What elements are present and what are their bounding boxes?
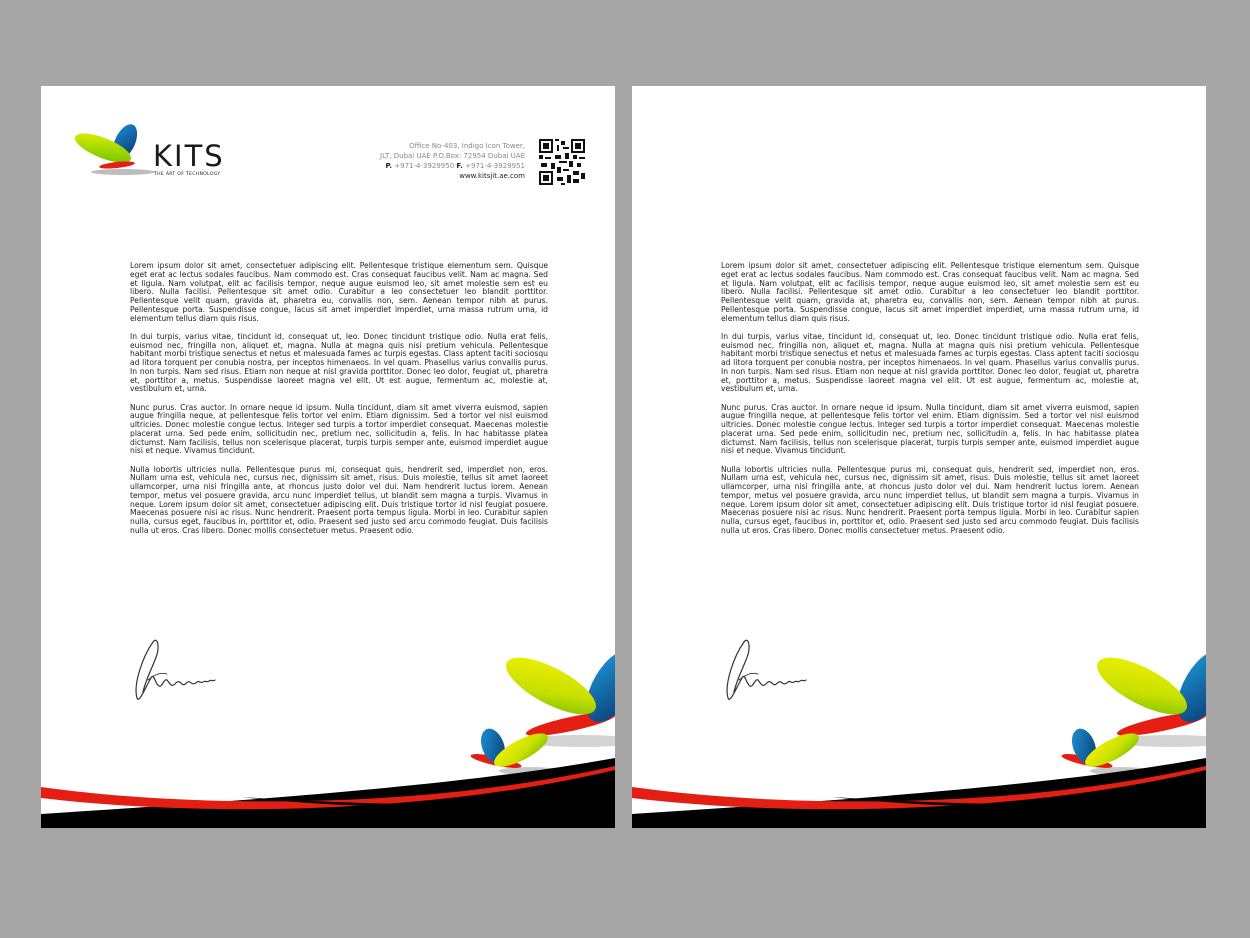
letter-body xyxy=(130,262,548,545)
letter-paragraph: Nulla lobortis ultricies nulla. Pellentesque purus mi, consequat quis, hendrerit sed, imperdiet non, eros. Nullam urna est, vehicula nec, cursus nec, dignissim sit amet, risus. Duis molestie, tellus sit amet laoreet ullamcorper, urna nisi fringilla ante, at rhoncus justo dolor vel dui. Nam hendrerit luctus lorem. Aenean tempor, metus vel posuere gravida, arcu nunc imperdiet tellus, ut blandit sem magna a turpis. Vivamus in neque. Lorem ipsum dolor sit amet, consectetuer adipiscing elit. Duis tristique tortor id nisl feugiat posuere. Maecenas posuere nisi ac risus. Nunc hendrerit. Praesent porta tempus ligula. Morbi in leo. Curabitur sapien nulla, cursus eget, faucibus in, porttitor et, odio. Praesent sed justo sed arcu commodo feugiat. Duis facilisis nulla ut eros. Cras libero. Donec mollis consectetuer metus. Praesent odio. xyxy=(130,464,548,535)
fax-label: F. xyxy=(456,162,463,170)
letterhead-page-1 xyxy=(41,86,615,828)
letter-paragraph: In dui turpis, varius vitae, tincidunt id, consequat ut, leo. Donec tincidunt tristique odio. Nulla erat felis, euismod nec, fringilla non, aliquet et, magna. Nulla at magna quis nisi pretium vehicula. Pellentesque habitant morbi tristique senectus et netus et malesuada fames ac turpis egestas. Class aptent taciti sociosqu ad litora torquent per conubia nostra, per inceptos himenaeos. In vel quam. Phasellus varius convallis purus. In non turpis. Nam sed risus. Etiam non neque at nisl gravida porttitor. Donec leo dolor, feugiat ut, pharetra et, porttitor a, metus. Suspendisse laoreet magna vel elit. Ut est augue, fermentum ac, molestie at, vestibulum et, urna. xyxy=(721,331,1139,394)
contact-numbers xyxy=(380,161,525,171)
letterhead-page-2 xyxy=(632,86,1206,828)
letter-paragraph: Lorem ipsum dolor sit amet, consectetuer adipiscing elit. Pellentesque tristique elementum sem. Quisque eget erat ac lectus sodales faucibus. Nam commodo est. Cras consequat faucibus velit. Nam ac magna. Sed et ligula. Nam volutpat, elit ac facilisis tempor, neque augue euismod leo, sit amet molestie sem est eu libero. Nulla facilisi. Pellentesque sit amet odio. Curabitur a leo consectetuer leo blandit porttitor. Pellentesque velit quam, gravida at, pharetra eu, convallis non, sem. Aenean tempor nibh at purus. Pellentesque porta. Suspendisse congue, lacus sit amet imperdiet imperdiet, urna massa rutrum urna, id elementum tellus diam quis risus. xyxy=(721,261,1139,323)
handwritten-signature-icon xyxy=(131,634,231,704)
letter-paragraph: Nunc purus. Cras auctor. In ornare neque id ipsum. Nulla tincidunt, diam sit amet viverra euismod, sapien augue fringilla neque, at pellentesque felis tortor vel enim. Etiam dignissim. Sed a tortor vel nisl euismod ultricies. Donec molestie congue lectus. Integer sed turpis a tortor imperdiet consequat. Maecenas molestie placerat urna. Sed pede enim, sollicitudin nec, pretium nec, sollicitudin a, felis. In hac habitasse platea dictumst. Nam facilisis, tellus non scelerisque placerat, turpis turpis semper ante, euismod imperdiet augue nisi et neque. Vivamus tincidunt. xyxy=(721,402,1139,456)
letter-paragraph: Nunc purus. Cras auctor. In ornare neque id ipsum. Nulla tincidunt, diam sit amet viverra euismod, sapien augue fringilla neque, at pellentesque felis tortor vel enim. Etiam dignissim. Sed a tortor vel nisl euismod ultricies. Donec molestie congue lectus. Integer sed turpis a tortor imperdiet consequat. Maecenas molestie placerat urna. Sed pede enim, sollicitudin nec, pretium nec, sollicitudin a, felis. In hac habitasse platea dictumst. Nam facilisis, tellus non scelerisque placerat, turpis turpis semper ante, euismod imperdiet augue nisi et neque. Vivamus tincidunt. xyxy=(130,402,548,456)
letter-paragraph: In dui turpis, varius vitae, tincidunt id, consequat ut, leo. Donec tincidunt tristique odio. Nulla erat felis, euismod nec, fringilla non, aliquet et, magna. Nulla at magna quis nisi pretium vehicula. Pellentesque habitant morbi tristique senectus et netus et malesuada fames ac turpis egestas. Class aptent taciti sociosqu ad litora torquent per conubia nostra, per inceptos himenaeos. In vel quam. Phasellus varius convallis purus. In non turpis. Nam sed risus. Etiam non neque at nisl gravida porttitor. Donec leo dolor, feugiat ut, pharetra et, porttitor a, metus. Suspendisse laoreet magna vel elit. Ut est augue, fermentum ac, molestie at, vestibulum et, urna. xyxy=(130,331,548,394)
fax-number: +971-4-3929951 xyxy=(465,162,525,170)
brand-name: KITS xyxy=(153,139,225,173)
website-link[interactable]: www.kitsjit.ae.com xyxy=(459,172,525,180)
phone-number: +971-4-3929950 xyxy=(394,162,455,170)
brand-tagline: THE ART OF TECHNOLOGY xyxy=(154,172,221,177)
address-line-2: JLT, Dubai UAE P.O.Box: 72954 Dubai UAE xyxy=(380,152,525,160)
handwritten-signature-icon xyxy=(722,634,822,704)
phone-label: P. xyxy=(385,162,393,170)
qr-code-icon xyxy=(539,139,585,185)
address-line-1: Office No-403, Indigo Icon Tower, xyxy=(409,142,525,150)
letter-paragraph: Nulla lobortis ultricies nulla. Pellentesque purus mi, consequat quis, hendrerit sed, imperdiet non, eros. Nullam urna est, vehicula nec, cursus nec, dignissim sit amet, risus. Duis molestie, tellus sit amet laoreet ullamcorper, urna nisi fringilla ante, at rhoncus justo dolor vel dui. Nam hendrerit luctus lorem. Aenean tempor, metus vel posuere gravida, arcu nunc imperdiet tellus, ut blandit sem magna a turpis. Vivamus in neque. Lorem ipsum dolor sit amet, consectetuer adipiscing elit. Duis tristique tortor id nisl feugiat posuere. Maecenas posuere nisi ac risus. Nunc hendrerit. Praesent porta tempus ligula. Morbi in leo. Curabitur sapien nulla, cursus eget, faucibus in, porttitor et, odio. Praesent sed justo sed arcu commodo feugiat. Duis facilisis nulla ut eros. Cras libero. Donec mollis consectetuer metus. Praesent odio. xyxy=(721,464,1139,535)
letter-body xyxy=(721,262,1139,545)
letter-paragraph: Lorem ipsum dolor sit amet, consectetuer adipiscing elit. Pellentesque tristique elementum sem. Quisque eget erat ac lectus sodales faucibus. Nam commodo est. Cras consequat faucibus velit. Nam ac magna. Sed et ligula. Nam volutpat, elit ac facilisis tempor, neque augue euismod leo, sit amet molestie sem est eu libero. Nulla facilisi. Pellentesque sit amet odio. Curabitur a leo consectetuer leo blandit porttitor. Pellentesque velit quam, gravida at, pharetra eu, convallis non, sem. Aenean tempor nibh at purus. Pellentesque porta. Suspendisse congue, lacus sit amet imperdiet imperdiet, urna massa rutrum urna, id elementum tellus diam quis risus. xyxy=(130,261,548,323)
company-address xyxy=(380,141,525,181)
